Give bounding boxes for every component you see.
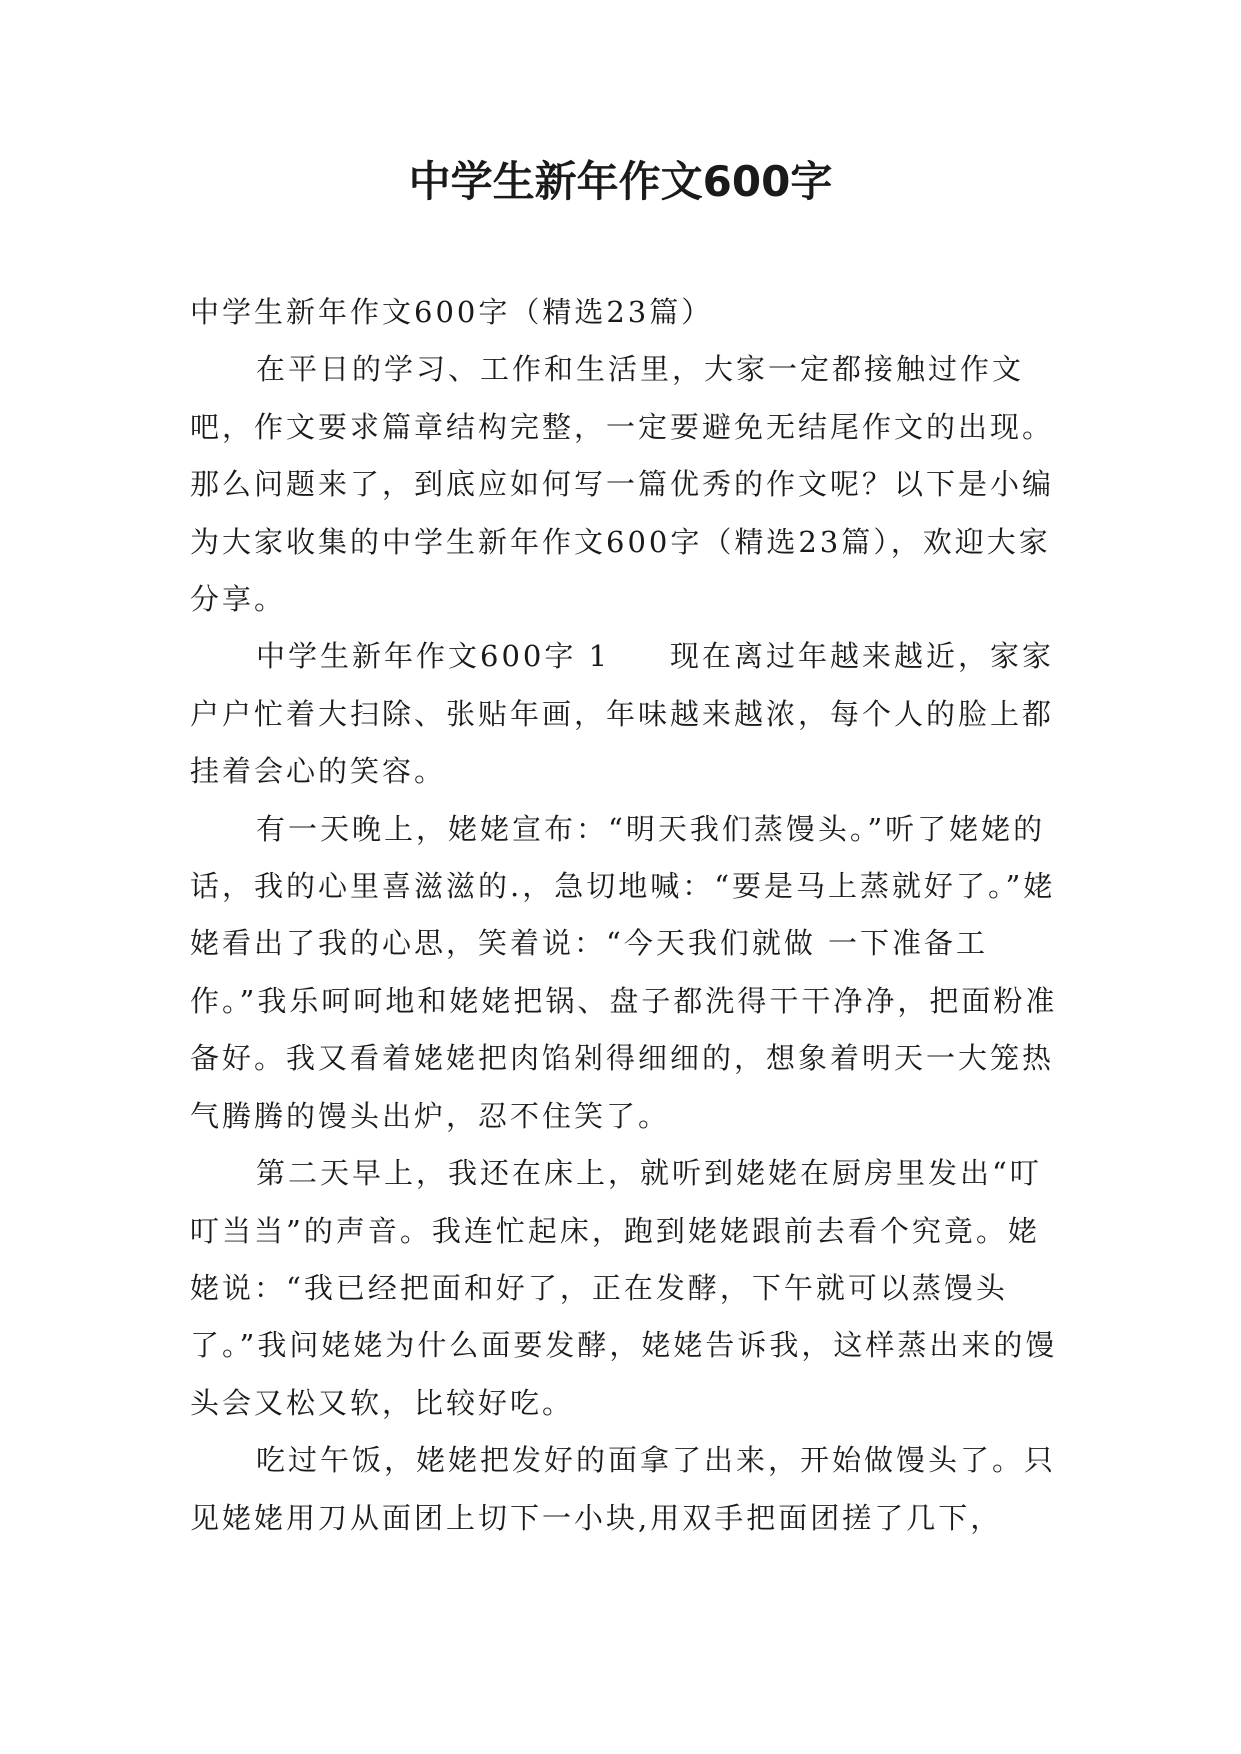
body-paragraph: 第二天早上，我还在床上，就听到姥姥在厨房里发出“叮叮当当”的声音。我连忙起床，跑到姥姥跟前去看个究竟。姥姥说：“我已经把面和好了，正在发酵，下午就可以蒸馒头了。”我问姥姥为什么面要发酵，姥姥告诉我，这样蒸出来的馒头会又松又软，比较好吃。 bbox=[190, 1156, 1058, 1420]
intro-paragraph: 在平日的学习、工作和生活里，大家一定都接触过作文吧，作文要求篇章结构完整，一定要避免无结尾作文的出现。那么问题来了，到底应如何写一篇优秀的作文呢？以下是小编为大家收集的中学生新年作文600字（精选23篇），欢迎大家分享。 bbox=[190, 352, 1055, 617]
document-body bbox=[190, 284, 1070, 1547]
document-subtitle: 中学生新年作文600字（精选23篇） bbox=[190, 295, 714, 329]
body-paragraph: 有一天晚上，姥姥宣布：“明天我们蒸馒头。”听了姥姥的话，我的心里喜滋滋的.，急切地喊：“要是马上蒸就好了。”姥姥看出了我的心思，笑着说：“今天我们就做 一下准备工作。”我乐呵呵地和姥姥把锅、盘子都洗得干干净净，把面粉准备好。我又看着姥姥把肉馅剁得细细的，想象着明天一大笼热气腾腾的馒头出炉，忍不住笑了。 bbox=[190, 811, 1058, 1133]
section-1-paragraph bbox=[190, 628, 1070, 800]
document-title: 中学生新年作文600字 bbox=[408, 157, 833, 206]
section-1-heading: 中学生新年作文600字 1 bbox=[256, 639, 611, 674]
section-1-text: 现在离过年越来越近，家家户户忙着大扫除、张贴年画，年味越来越浓，每个人的脸上都挂着会心的笑容。 bbox=[190, 639, 1055, 789]
body-paragraph: 吃过午饭，姥姥把发好的面拿了出来，开始做馒头了。只见姥姥用刀从面团上切下一小块,用双手把面团搓了几下， bbox=[190, 1443, 1057, 1535]
